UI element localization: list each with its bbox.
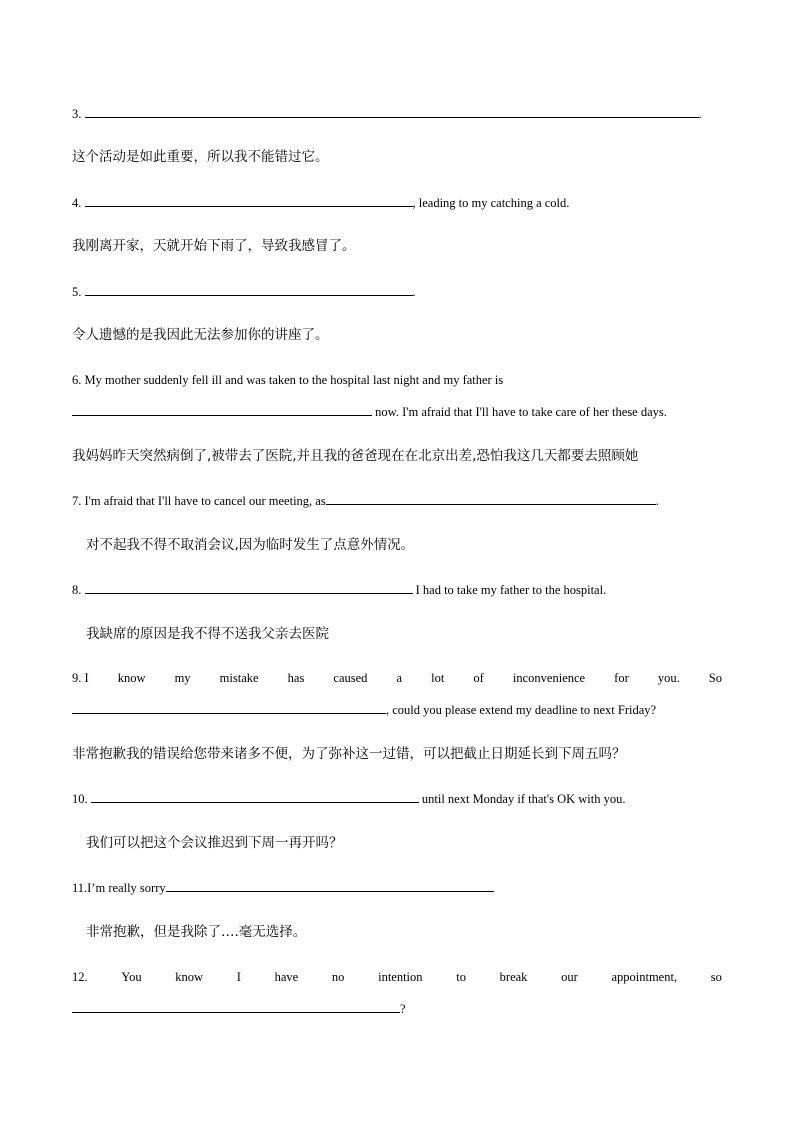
word: know [175,970,204,984]
sentence-tail: until next Monday if that's OK with you. [418,792,626,806]
word: 12. [72,970,88,984]
sentence-tail: , leading to my catching a cold. [412,196,570,210]
item-number: 8. [72,583,82,597]
answer-blank[interactable] [85,283,413,296]
word: inconvenience [512,671,586,685]
word: You [121,970,142,984]
word: no [331,970,345,984]
punctuation: ? [400,1002,406,1016]
word: appointment, [611,970,678,984]
punctuation: . [698,107,702,121]
word: for [614,671,629,685]
translation-3: 这个活动是如此重要，所以我不能错过它。 [72,149,329,165]
answer-blank[interactable] [72,403,372,416]
exercise-10 [72,790,626,807]
word: break [499,970,528,984]
exercise-4 [72,194,569,211]
word: so [710,970,722,984]
exercise-12-line2 [72,1000,406,1017]
word: you. [657,671,680,685]
word: lot [431,671,445,685]
punctuation: . [655,494,659,508]
word: caused [333,671,368,685]
translation-10: 我们可以把这个会议推迟到下周一再开吗？ [86,835,343,851]
exercise-6-line1: 6. My mother suddenly fell ill and was taken to the hospital last night and my father is [72,373,504,387]
answer-blank[interactable] [166,879,494,892]
word: have [274,970,299,984]
word: mistake [219,671,259,685]
answer-blank[interactable] [85,105,699,118]
translation-9: 非常抱歉我的错误给您带来诸多不便，为了弥补这一过错，可以把截止日期延长到下周五吗？ [72,746,626,762]
answer-blank[interactable] [85,581,413,594]
punctuation: . [412,285,416,299]
translation-5: 令人遗憾的是我因此无法参加你的讲座了。 [72,327,329,343]
exercise-3 [72,105,702,122]
word: I [236,970,241,984]
translation-6: 我妈妈昨天突然病倒了,被带去了医院,并且我的爸爸现在在北京出差,恐怕我这几天都要去照顾她 [72,448,639,464]
word: has [287,671,305,685]
item-number: 10. [72,792,88,806]
word: know [117,671,146,685]
answer-blank[interactable] [72,701,386,714]
word: of [473,671,484,685]
word: 9. I [72,671,89,685]
sentence-tail: I had to take my father to the hospital. [412,583,607,597]
word: my [174,671,191,685]
exercise-8 [72,581,606,598]
word: So [708,671,722,685]
word: intention [378,970,423,984]
item-number: 5. [72,285,82,299]
exercise-7 [72,492,659,509]
answer-blank[interactable] [85,194,413,207]
translation-7: 对不起我不得不取消会议,因为临时发生了点意外情况。 [86,537,415,553]
translation-11: 非常抱歉，但是我除了….毫无选择。 [86,924,307,940]
exercise-5 [72,283,416,300]
exercise-11 [72,879,494,896]
item-number: 3. [72,107,82,121]
exercise-9-line1 [72,670,722,686]
translation-8: 我缺席的原因是我不得不送我父亲去医院 [86,626,329,642]
sentence-head: 11.I’m really sorry [72,881,166,895]
exercise-6-line2 [72,403,667,420]
word: to [456,970,466,984]
word: our [561,970,578,984]
exercise-12-line1 [72,969,722,985]
exercise-9-line2 [72,701,656,718]
sentence-head: 7. I'm afraid that I'll have to cancel our meeting, as [72,494,326,508]
sentence-tail: , could you please extend my deadline to next Friday? [386,703,657,717]
answer-blank[interactable] [72,1000,400,1013]
word: a [396,671,403,685]
item-number: 4. [72,196,82,210]
answer-blank[interactable] [91,790,419,803]
answer-blank[interactable] [326,492,656,505]
sentence-tail: now. I'm afraid that I'll have to take care of her these days. [372,405,667,419]
translation-4: 我刚离开家，天就开始下雨了，导致我感冒了。 [72,238,356,254]
